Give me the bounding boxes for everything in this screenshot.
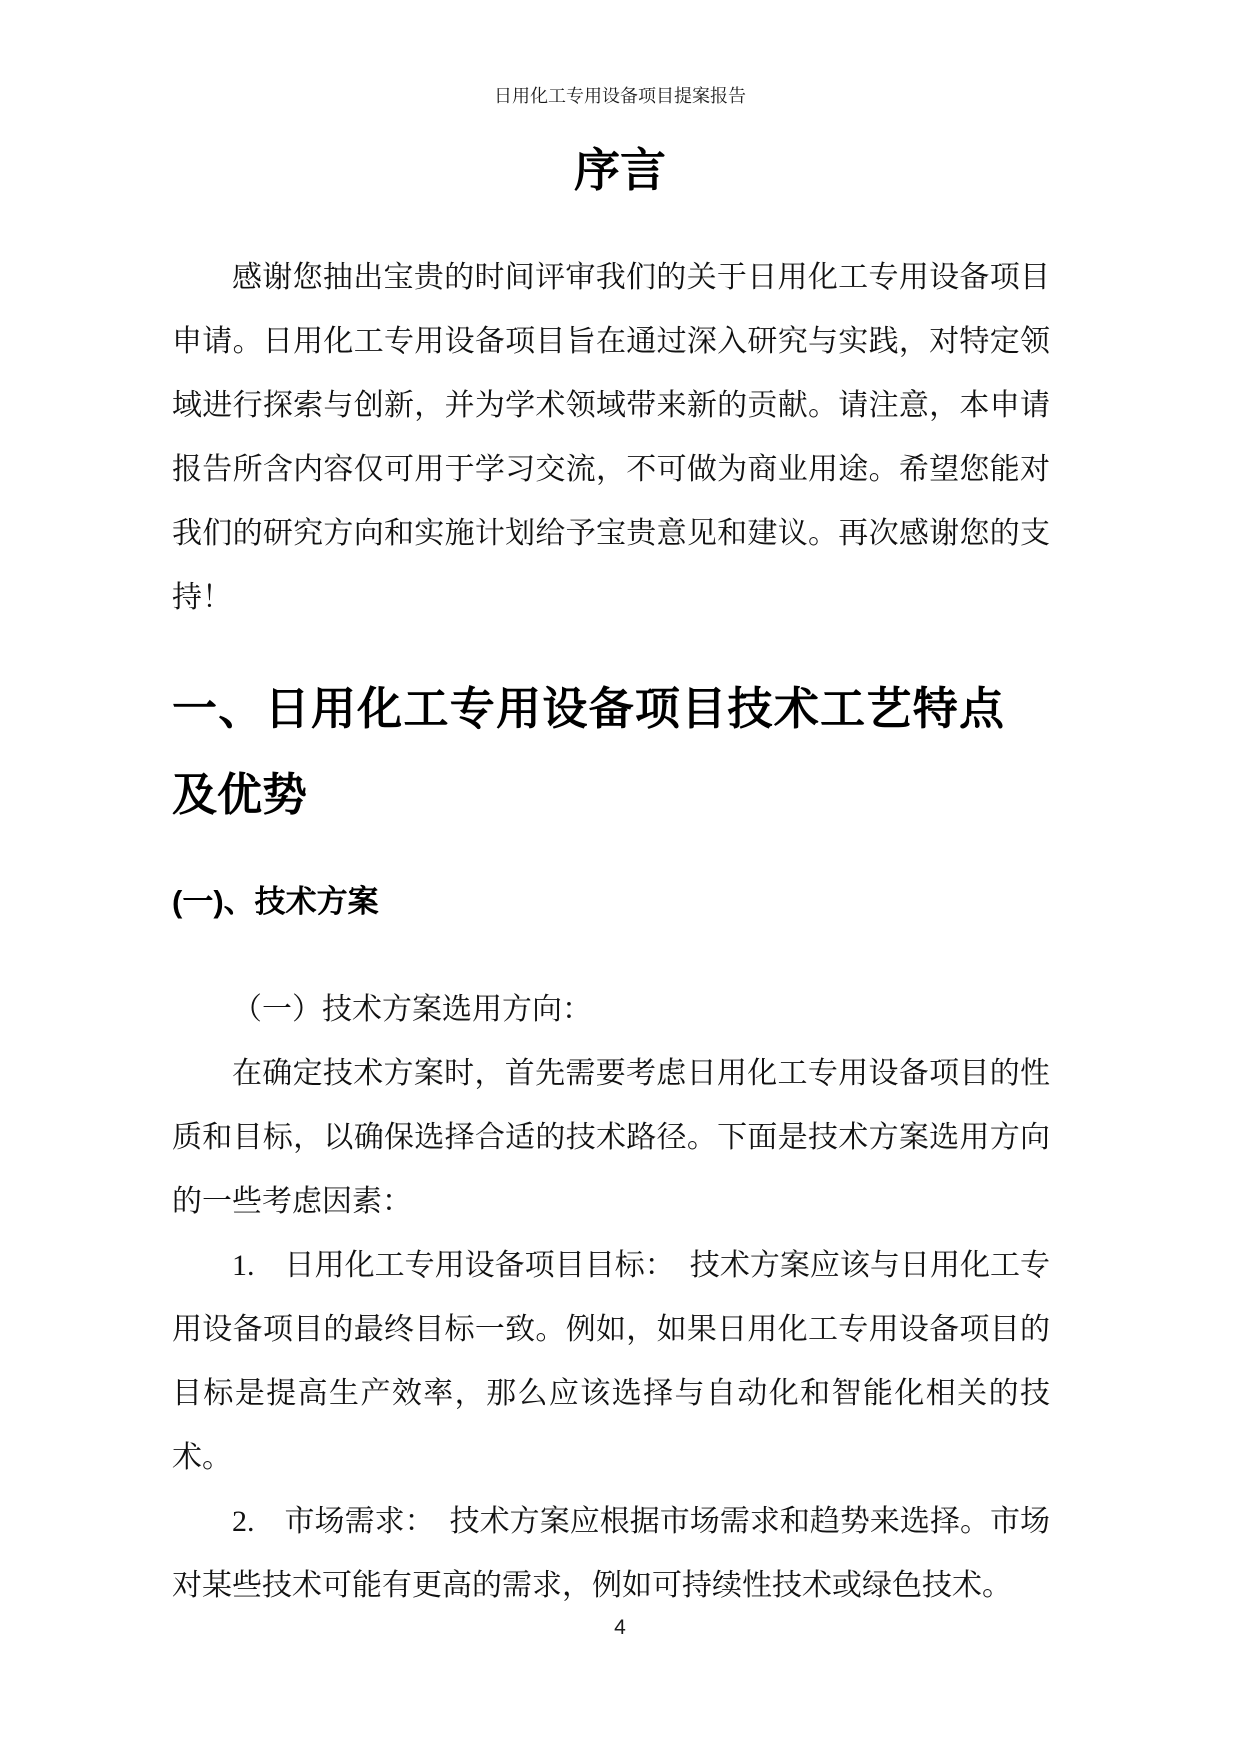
preface-paragraph: 感谢您抽出宝贵的时间评审我们的关于日用化工专用设备项目申请。日用化工专用设备项目旨在通过深入研究与实践，对特定领域进行探索与创新，并为学术领域带来新的贡献。请注意，本申请报告所含内容仅可用于学习交流，不可做为商业用途。希望您能对我们的研究方向和实施计划给予宝贵意见和建议。再次感谢您的支持！ — [172, 261, 1050, 614]
paragraph-direction-label: （一）技术方案选用方向： — [232, 993, 592, 1026]
paragraph-considerations-intro: 在确定技术方案时，首先需要考虑日用化工专用设备项目的性质和目标，以确保选择合适的技术路径。下面是技术方案选用方向的一些考虑因素： — [172, 1057, 1050, 1218]
page-number: 4 — [614, 1616, 626, 1639]
paragraph-item-2-market-demand: 2. 市场需求： 技术方案应根据市场需求和趋势来选择。市场对某些技术可能有更高的需求，例如可持续性技术或绿色技术。 — [172, 1505, 1050, 1602]
section-1-heading: 一、日用化工专用设备项目技术工艺特点及优势 — [172, 683, 1004, 820]
subsection-1-1-body — [172, 978, 1050, 1618]
preface-title: 序言 — [574, 144, 666, 196]
subsection-1-1-heading: (一)、技术方案 — [172, 884, 379, 919]
running-header: 日用化工专用设备项目提案报告 — [494, 86, 746, 106]
paragraph-item-1-project-goal: 1. 日用化工专用设备项目目标： 技术方案应该与日用化工专用设备项目的最终目标一致。例如，如果日用化工专用设备项目的目标是提高生产效率，那么应该选择与自动化和智能化相关的技术。 — [172, 1249, 1050, 1474]
